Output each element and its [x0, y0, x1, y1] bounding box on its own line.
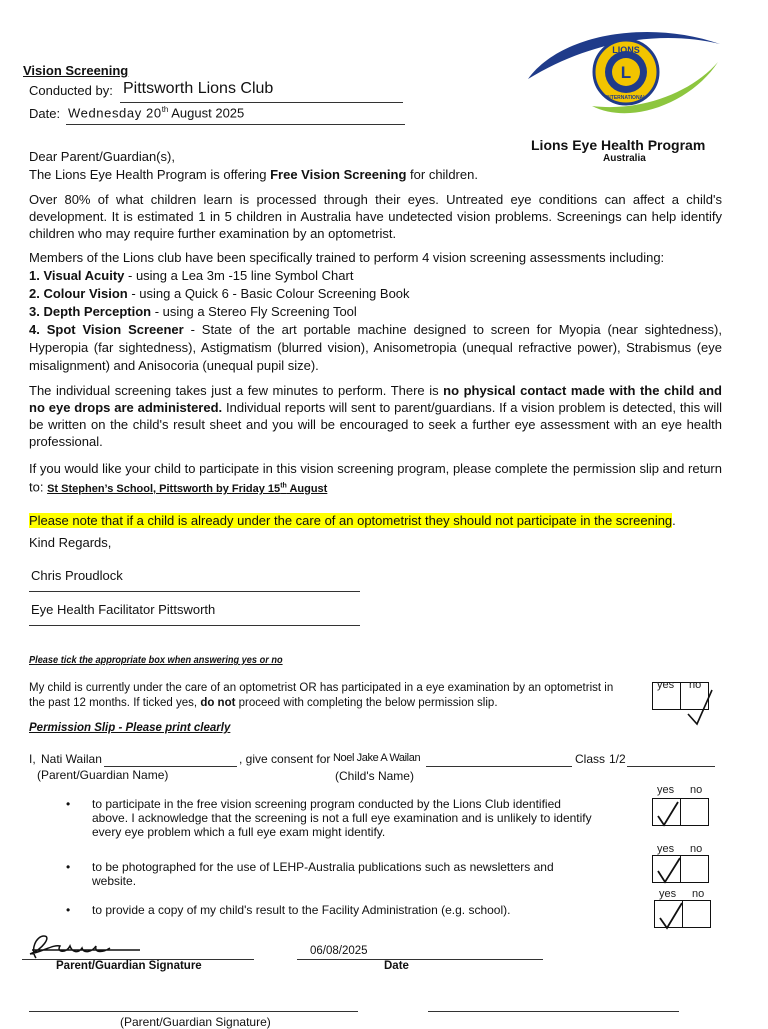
program-country: Australia [603, 153, 646, 164]
lions-eye-logo [522, 22, 722, 126]
logo-ring-text-bottom: INTERNATIONAL [605, 95, 647, 101]
consent-2-no-box[interactable] [680, 855, 709, 883]
optometrist-notice: Please note that if a child is already under the care of an optometrist they should not participate in the screening. [29, 513, 676, 528]
conducted-by-underline [120, 102, 403, 103]
checkmark-icon [654, 857, 684, 885]
program-title: Lions Eye Health Program [531, 137, 706, 153]
signer-name: Chris Proudlock [31, 568, 123, 583]
consent-mid: , give consent for [239, 752, 331, 766]
no-label: no [690, 784, 703, 796]
optometrist-question: My child is currently under the care of an optometrist OR has participated in a eye examination by an optometrist in the past 12 months. If ticked yes, do not proceed with completing the below permission slip. [29, 682, 614, 709]
sign-date-value[interactable]: 06/08/2025 [310, 945, 368, 957]
child-name-value[interactable]: Noel Jake A Wailan [333, 752, 421, 764]
assessment-item-3: 3. Depth Perception - using a Stereo Fly Screening Tool [29, 304, 357, 319]
intro-line: The Lions Eye Health Program is offering Free Vision Screening for children. [29, 167, 478, 182]
child-name-caption: (Child's Name) [335, 769, 414, 783]
parent-name-value[interactable]: Nati Wailan [41, 752, 102, 766]
date-underline [66, 124, 405, 125]
signature-caption: Parent/Guardian Signature [56, 960, 202, 972]
no-label: no [692, 888, 705, 900]
consent-i: I, [29, 752, 36, 766]
date-line [297, 959, 543, 960]
tick-instruction: Please tick the appropriate box when answering yes or no [29, 655, 283, 666]
parent-name-caption: (Parent/Guardian Name) [37, 768, 169, 782]
second-signature-caption: (Parent/Guardian Signature) [120, 1015, 271, 1029]
class-value[interactable]: 1/2 [609, 752, 626, 766]
date-caption: Date [384, 960, 409, 972]
assessment-item-2: 2. Colour Vision - using a Quick 6 - Basic Colour Screening Book [29, 286, 410, 301]
logo-emblem-letter: L [620, 63, 632, 82]
screening-paragraph: The individual screening takes just a few minutes to perform. There is no physical contact made with the child and no eye drops are administered. Individual reports will sent to parent/guardians. If a vision problem is detected, this will be written on the child's result sheet and you will be encouraged to seek a further eye assessment with an eye health professional. [29, 383, 722, 449]
second-date-line [428, 1011, 679, 1012]
consent-2-tickbox [652, 843, 710, 883]
greeting: Dear Parent/Guardian(s), [29, 149, 175, 164]
signer-title: Eye Health Facilitator Pittsworth [31, 602, 216, 617]
yes-label: yes [657, 679, 675, 691]
document-title: Vision Screening [23, 63, 129, 78]
kind-regards: Kind Regards, [29, 535, 112, 550]
consent-1-no-box[interactable] [680, 798, 709, 826]
yes-label: yes [657, 843, 675, 855]
parent-name-line [104, 766, 237, 767]
conducted-by-value: Pittsworth Lions Club [123, 80, 274, 97]
yes-label: yes [657, 784, 675, 796]
checkmark-icon [654, 800, 684, 828]
permission-slip-heading: Permission Slip - Please print clearly [29, 722, 231, 734]
date-value: Wednesday 20th August 2025 [68, 105, 245, 121]
members-intro: Members of the Lions club have been specifically trained to perform 4 vision screening assessments including: [29, 250, 665, 265]
assessment-list [29, 267, 722, 375]
conducted-by-label: Conducted by: [29, 83, 113, 98]
signer-name-line [29, 591, 360, 592]
return-paragraph: If you would like your child to participate in this vision screening program, please complete the permission slip and return to: St Stephen’s School, Pittsworth by Friday 15th August [29, 461, 722, 495]
date-label: Date: [29, 106, 61, 121]
bullet-icon: • [66, 903, 71, 917]
bullet-icon: • [66, 797, 71, 811]
logo-ring-text-top: LIONS [612, 45, 640, 55]
child-name-line [426, 766, 572, 767]
consent-3-no-box[interactable] [682, 900, 711, 928]
signer-title-line [29, 625, 360, 626]
checkmark-icon [682, 688, 722, 728]
consent-1-tickbox [652, 784, 710, 826]
checkmark-icon [656, 902, 686, 930]
class-label: Class [575, 752, 606, 766]
no-label: no [690, 843, 703, 855]
assessment-item-4: 4. Spot Vision Screener - State of the art portable machine designed to screen for Myopia (near sightedness), Hyperopia (far sightedness), Astigmatism (blurred vision), Anisometropia (unequal refractive power), Strabismus (eye misalignment) and Anisocoria (unequal pupil size). [29, 322, 722, 373]
second-signature-line [29, 1011, 358, 1012]
assessment-item-1: 1. Visual Acuity - using a Lea 3m -15 line Symbol Chart [29, 268, 354, 283]
optometrist-tickbox [652, 679, 710, 710]
class-line [627, 766, 715, 767]
bullet-icon: • [66, 860, 71, 874]
statistics-paragraph: Over 80% of what children learn is processed through their eyes. Untreated eye conditions can affect a child's development. It is estimated 1 in 5 children in Australia have undetected vision problems. Screenings can help identify children who may require further examination by an optometrist. [29, 192, 722, 241]
consent-3-tickbox [654, 888, 712, 928]
no-label: no [689, 679, 702, 691]
yes-label: yes [659, 888, 677, 900]
return-to-location: St Stephen’s School, Pittsworth by Friday 15th August [47, 482, 328, 495]
